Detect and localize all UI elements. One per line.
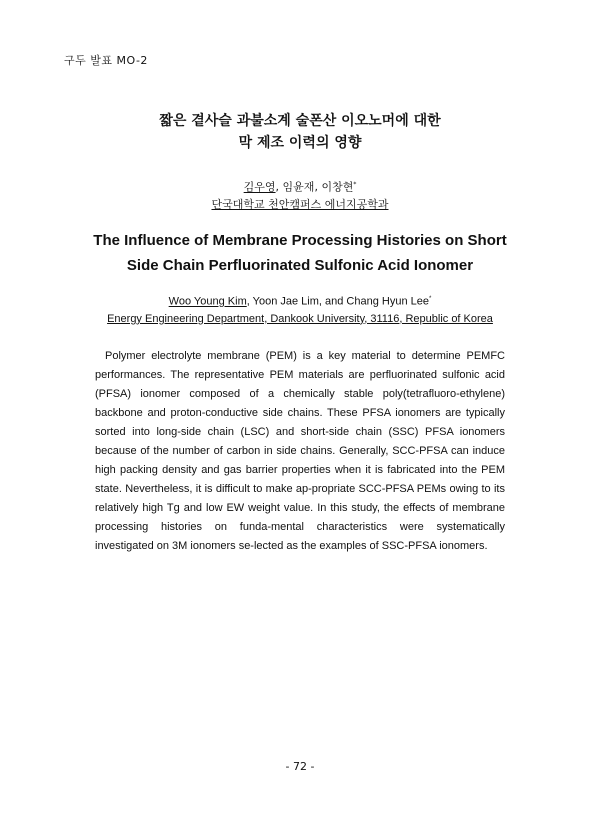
korean-title-line1: 짧은 곁사슬 과불소계 술폰산 이오노머에 대한 [159, 113, 441, 129]
korean-author-3: 이창현 [321, 180, 354, 194]
korean-authors-block [0, 176, 600, 213]
session-label: 구두 발표 MO-2 [64, 54, 148, 67]
korean-author-separator: , [314, 180, 322, 194]
korean-author-separator: , [275, 180, 283, 194]
korean-author-presenter: 김우영 [243, 180, 276, 194]
english-author-presenter: Woo Young Kim [168, 295, 247, 308]
english-authors-block [0, 291, 600, 328]
corresponding-mark: * [353, 181, 357, 188]
korean-title [0, 110, 600, 154]
english-title-line1: The Influence of Membrane Processing Histories on Short [93, 232, 507, 249]
corresponding-mark: * [428, 296, 432, 302]
english-title-line2: Side Chain Perfluorinated Sulfonic Acid Ionomer [126, 257, 474, 274]
korean-author-2: 임윤재 [282, 180, 315, 194]
english-authors [0, 291, 600, 311]
korean-affiliation: 단국대학교 천안캠퍼스 에너지공학과 [211, 197, 389, 211]
english-affiliation: Energy Engineering Department, Dankook University, 31116, Republic of Korea [107, 312, 493, 325]
page-number: - 72 - [285, 760, 315, 773]
english-other-authors: , Yoon Jae Lim, and Chang Hyun Lee [246, 295, 429, 308]
korean-title-line2: 막 제조 이력의 영향 [238, 135, 362, 151]
korean-authors [0, 176, 600, 196]
english-title [0, 228, 600, 278]
abstract-text: Polymer electrolyte membrane (PEM) is a key material to determine PEMFC performances. The representative PEM materials are perfluorinated sulfonic acid (PFSA) ionomer composed of a chemically stable poly(tetrafluoro-ethylene) backbone and proton-conductive side chains. These PFSA ionomers are typically sorted into long-side chain (LSC) and short-side chain (SSC) PFSA ionomers because of the number of carbon in side chains. Generally, SCC-PFSA can induce high packing density and gas barrier properties when it is fabricated into the PEM state. Nevertheless, it is difficult to make ap-propriate SCC-PFSA PEMs owing to its relatively high Tg and low EW weight value. In this study, the effects of membrane processing histories on funda-mental characteristics were systematically investigated on 3M ionomers se-lected as the examples of SSC-PFSA ionomers. [95, 350, 505, 552]
